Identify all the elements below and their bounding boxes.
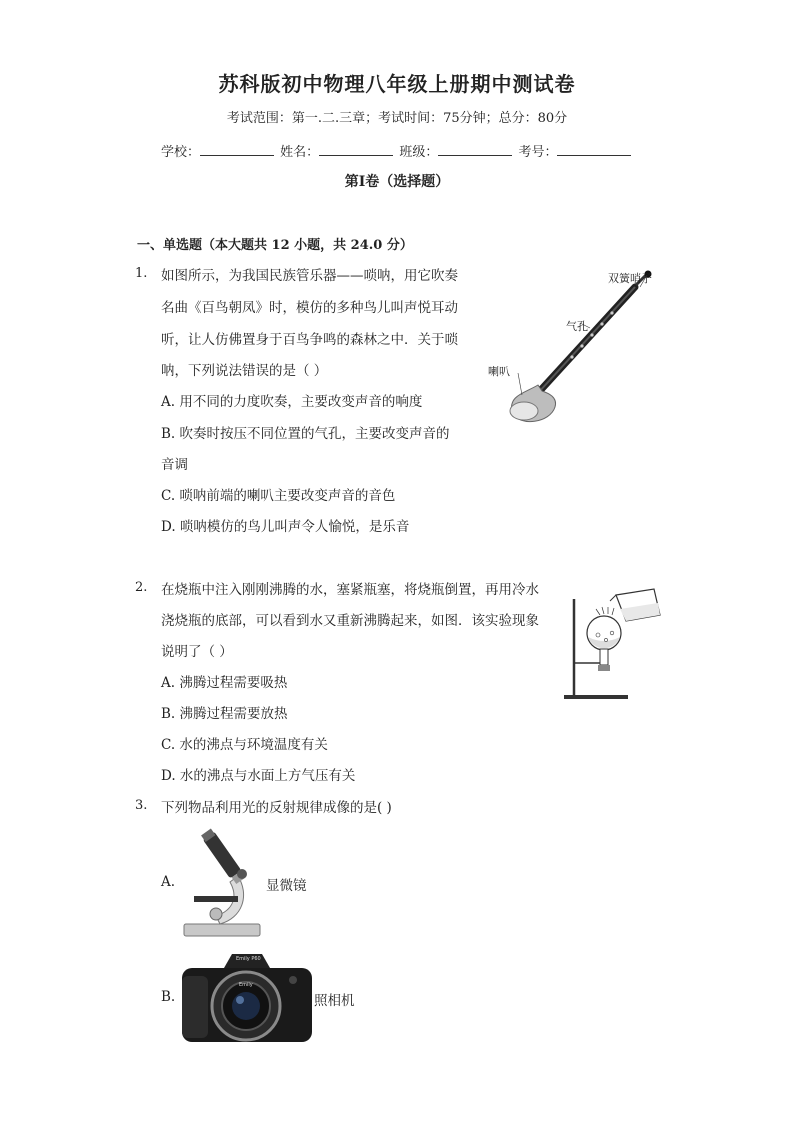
question-2-line: 浇烧瓶的底部，可以看到水又重新沸腾起来，如图．该实验现象: [161, 613, 539, 629]
class-blank[interactable]: [438, 143, 512, 156]
question-1-line: 呐，下列说法错误的是（ ）: [161, 363, 328, 379]
school-blank[interactable]: [200, 143, 274, 156]
question-3-option-a-letter[interactable]: A.: [161, 874, 176, 890]
reed-label: 双簧哨子: [608, 272, 652, 285]
camera-icon: [180, 950, 314, 1046]
bell-label: 喇叭: [488, 365, 510, 378]
id-label: 考号：: [518, 145, 558, 160]
question-1-line: 名曲《百鸟朝凤》时，模仿的多种鸟儿叫声悦耳动: [161, 300, 458, 316]
section-title: 一、单选题（本大题共 12 小题，共 24.0 分）: [137, 238, 413, 253]
question-1-line: 如图所示，为我国民族管乐器——唢呐，用它吹奏: [161, 268, 458, 284]
question-1-option-a[interactable]: A. 用不同的力度吹奏，主要改变声音的响度: [161, 394, 423, 410]
question-1-option-d[interactable]: D. 唢呐模仿的鸟儿叫声令人愉悦，是乐音: [161, 519, 410, 535]
school-label: 学校：: [161, 145, 201, 160]
microscope-icon: [180, 826, 264, 938]
question-3-number: 3.: [135, 798, 148, 813]
question-2-option-a[interactable]: A. 沸腾过程需要吸热: [161, 675, 288, 691]
camera-model-text: Emily P60: [236, 956, 261, 962]
hole-label: 气孔: [566, 320, 588, 333]
name-blank[interactable]: [319, 143, 393, 156]
flask-apparatus-figure: [560, 585, 670, 705]
question-1-number: 1.: [135, 266, 148, 281]
question-2-line: 在烧瓶中注入刚刚沸腾的水，塞紧瓶塞，将烧瓶倒置，再用冷水: [161, 582, 539, 598]
question-3-option-a-label[interactable]: 显微镜: [266, 878, 307, 894]
part-title: 第Ⅰ卷（选择题）: [344, 174, 450, 190]
question-1-option-b[interactable]: B. 吹奏时按压不同位置的气孔，主要改变声音的: [161, 426, 450, 442]
class-label: 班级：: [399, 145, 439, 160]
page-title: 苏科版初中物理八年级上册期中测试卷: [218, 72, 576, 96]
question-2-option-c[interactable]: C. 水的沸点与环境温度有关: [161, 737, 328, 753]
question-3-option-b-label[interactable]: 照相机: [314, 993, 355, 1009]
camera-lens-text: Emily: [239, 982, 253, 988]
id-blank[interactable]: [557, 143, 631, 156]
question-2-line: 说明了（ ）: [161, 644, 233, 660]
question-1-line: 听，让人仿佛置身于百鸟争鸣的森林之中．关于唢: [161, 332, 458, 348]
question-1-option-c[interactable]: C. 唢呐前端的喇叭主要改变声音的音色: [161, 488, 396, 504]
exam-info: 考试范围：第一.二.三章；考试时间：75分钟；总分：80分: [226, 111, 568, 126]
question-3-line: 下列物品利用光的反射规律成像的是( ): [161, 800, 392, 816]
suona-figure: [480, 265, 670, 430]
question-2-option-d[interactable]: D. 水的沸点与水面上方气压有关: [161, 768, 356, 784]
question-2-option-b[interactable]: B. 沸腾过程需要放热: [161, 706, 288, 722]
question-1-option-b-cont: 音调: [161, 457, 188, 473]
name-label: 姓名：: [280, 145, 320, 160]
question-2-number: 2.: [135, 580, 148, 595]
question-3-option-b-letter[interactable]: B.: [161, 989, 176, 1005]
student-info-line: [161, 141, 633, 160]
